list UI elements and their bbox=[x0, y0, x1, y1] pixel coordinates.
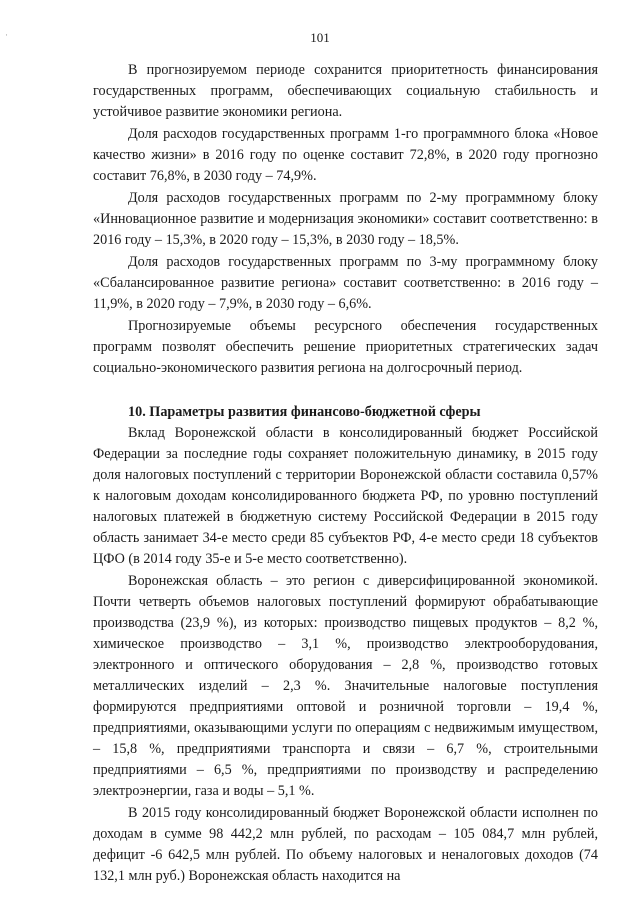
paragraph-block-1-share: Доля расходов государственных программ 1-го программного блока «Новое качество жизни» в 2016 году по оценке составит 72,8%, в 2020 году прогнозно составит 76,8%, в 2030 году – 74,9%. bbox=[93, 126, 598, 184]
page-number: 101 bbox=[310, 30, 330, 45]
paragraph-budget-execution: В 2015 году консолидированный бюджет Воронежской области исполнен по доходам в сумме 98 442,2 млн рублей, по расходам – 105 084,7 млн рублей, дефицит -6 642,5 млн рублей. По объему налоговых и неналоговых доходов (74 132,1 млн руб.) Воронежская область находится на bbox=[93, 805, 598, 884]
paragraph-block-2-share: Доля расходов государственных программ по 2-му программному блоку «Инновационное развитие и модернизация экономики» составит соответственно: в 2016 году – 15,3%, в 2020 году – 15,3%, в 2030 году – 18,5%. bbox=[93, 190, 598, 248]
paragraph-diversified-economy: Воронежская область – это регион с диверсифицированной экономикой. Почти четверть объемов налоговых поступлений формируют обрабатывающие производства (23,9 %), из которых: производство пищевых продуктов – 8,2 %, химическое производство – 3,1 %, производство электрооборудования, электронного и оптического оборудования – 2,8 %, производство готовых металлических изделий – 2,3 %. Значительные налоговые поступления формируются предприятиями оптовой и розничной торговли – 19,4 %, предприятиями, оказывающими услуги по операциям с недвижимым имуществом, – 15,8 %, предприятиями транспорта и связи – 6,7 %, строительными предприятиями – 6,5 %, предприятиями по производству и распределению электроэнергии, газа и воды – 5,1 %. bbox=[93, 573, 598, 799]
paragraph-resource-support: Прогнозируемые объемы ресурсного обеспечения государственных программ позволят обеспечить решение приоритетных стратегических задач социально-экономического развития региона на долгосрочный период. bbox=[93, 318, 598, 376]
margin-mark: · bbox=[5, 30, 8, 40]
document-body bbox=[93, 60, 598, 887]
paragraph-priority-financing: В прогнозируемом периоде сохранится приоритетность финансирования государственных программ, обеспечивающих социальную стабильность и устойчивое развитие экономики региона. bbox=[93, 62, 598, 120]
section-heading: 10. Параметры развития финансово-бюджетной сферы bbox=[128, 404, 481, 420]
paragraph-block-3-share: Доля расходов государственных программ по 3-му программному блоку «Сбалансированное развитие региона» составит соответственно: в 2016 году – 11,9%, в 2020 году – 7,9%, в 2030 году – 6,6%. bbox=[93, 254, 598, 312]
paragraph-budget-contribution: Вклад Воронежской области в консолидированный бюджет Российской Федерации за последние годы сохраняет положительную динамику, в 2015 году доля налоговых поступлений с территории Воронежской области составила 0,57% к налоговым доходам консолидированного бюджета РФ, по уровню поступлений налоговых платежей в бюджетную систему Российской Федерации в 2015 году область занимает 34-е место среди 85 субъектов РФ, 4-е место среди 18 субъектов ЦФО (в 2014 году 35-е и 5-е место соответственно). bbox=[93, 425, 598, 567]
